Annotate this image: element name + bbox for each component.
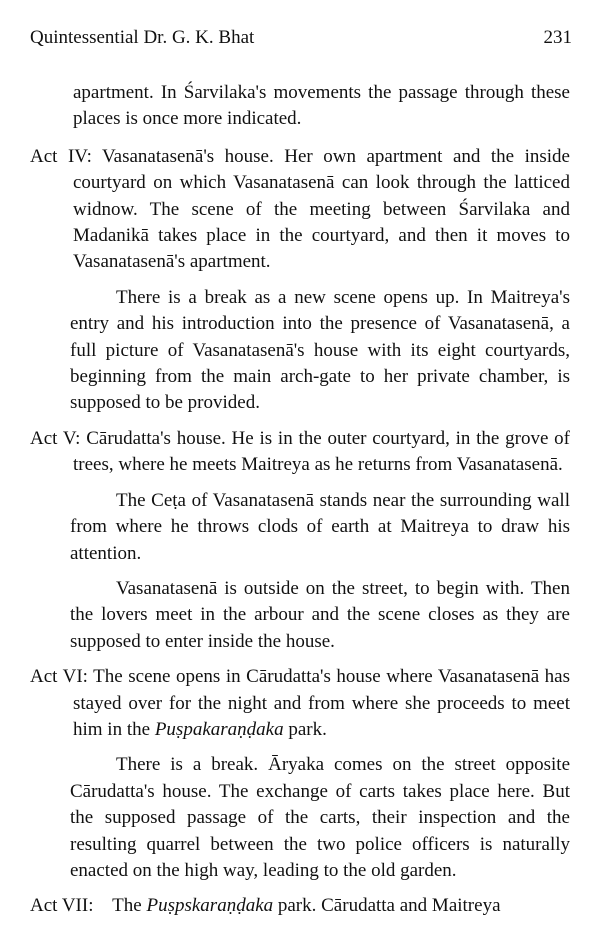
paragraph-continuation: apartment. In Śarvilaka's movements the passage through these places is once more indicated. [73, 82, 570, 130]
paragraph-act-5 [30, 426, 571, 479]
page-number: 231 [543, 27, 572, 48]
act-6-label: Act VI: [30, 666, 88, 688]
paragraph-act-7 [30, 893, 570, 919]
act-7-text-after: park. Cārudatta and Maitreya [273, 895, 501, 917]
act-5-label: Act V: [30, 427, 81, 449]
act-7-label: Act VII: [30, 895, 94, 917]
paragraph-act-6 [30, 664, 570, 743]
paragraph-scene-break-maitreya: There is a break as a new scene opens up. In Maitreya's entry and his introduction into the presence of Vasanatasenā, a full picture of Vasanatasenā's house with its eight courtyards, beginning from the main arch-gate to her private chamber, is supposed to be provided. [70, 286, 570, 414]
act-4-text: Vasanatasenā's house. Her own apartment and the inside courtyard on which Vasanatasenā can look through the latticed widnow. The scene of the meeting between Śarvilaka and Madanikā takes place in the courtyard, and then it moves to Vasanatasenā's apartment. [73, 145, 570, 273]
act-4-label: Act IV: [30, 145, 92, 167]
act-6-text-after: park. [283, 718, 327, 740]
paragraph-act-4 [30, 144, 570, 276]
act-5-text: Cārudatta's house. He is in the outer courtyard, in the grove of trees, where he meets Maitreya as he returns from Vasanatasenā. [73, 427, 571, 476]
paragraph-lovers-meet: Vasanatasenā is outside on the street, to begin with. Then the lovers meet in the arbour and the scene closes as they are supposed to enter inside the house. [70, 577, 570, 652]
act-7-park-name: Puṣpskaraṇḍaka [146, 895, 274, 917]
paragraph-ceta: The Ceṭa of Vasanatasenā stands near the surrounding wall from where he throws clods of earth at Maitreya to draw his attention. [70, 489, 570, 564]
act-6-park-name: Puṣpakaraṇḍaka [154, 718, 284, 740]
paragraph-aryaka: There is a break. Āryaka comes on the street opposite Cārudatta's house. The exchange of carts takes place here. But the supposed passage of the carts, their inspection and the resulting quarrel between the two police officers is naturally enacted on the high way, leading to the old garden. [70, 754, 570, 881]
page-body [0, 80, 600, 920]
running-head: Quintessential Dr. G. K. Bhat [30, 27, 255, 48]
page-header [30, 26, 572, 50]
act-7-text-before: The [112, 895, 147, 917]
act-6-text-before: The scene opens in Cārudatta's house where Vasanatasenā has stayed over for the night and from where she proceeds to meet him in the [73, 666, 570, 740]
